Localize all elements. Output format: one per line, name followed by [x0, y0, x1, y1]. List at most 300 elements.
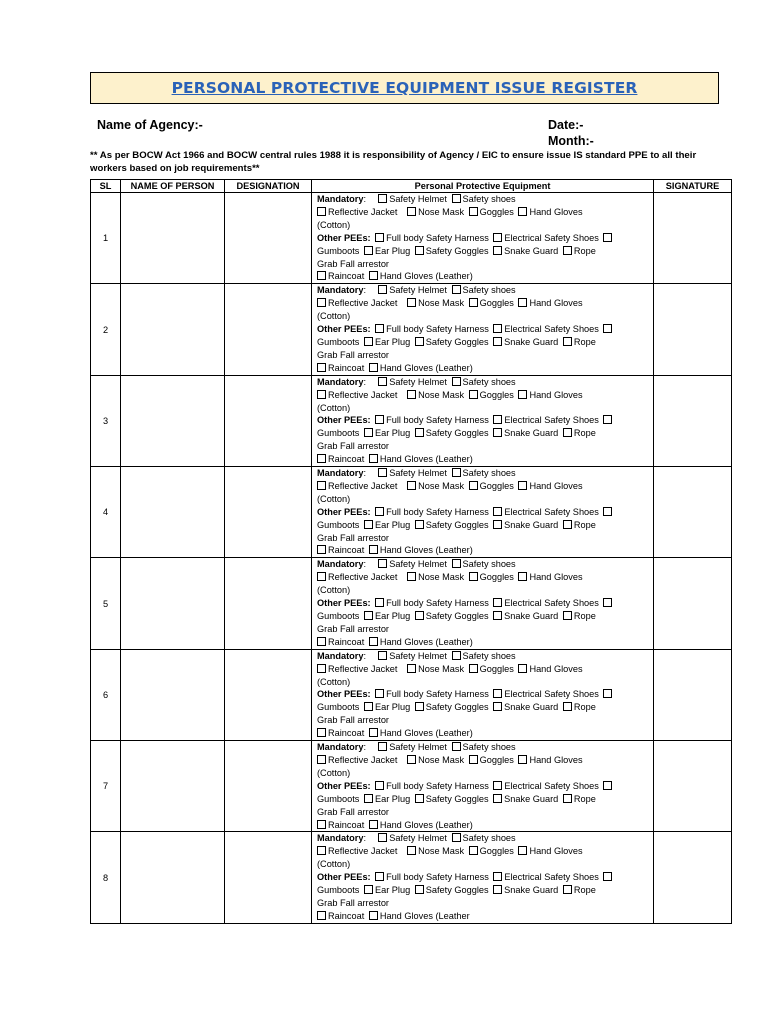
checkbox-safety-goggles[interactable]: [415, 885, 424, 894]
ppe-line-other: [317, 232, 653, 245]
checkbox-nose-mask[interactable]: [407, 298, 416, 307]
colon: :: [363, 468, 367, 479]
designation-cell[interactable]: [225, 649, 312, 740]
label-reflective-jacket: Reflective Jacket: [328, 480, 398, 491]
checkbox-snake-guard[interactable]: [493, 885, 502, 894]
checkbox-electrical-safety-shoes[interactable]: [493, 233, 502, 242]
checkbox-hand-gloves[interactable]: [518, 664, 527, 673]
label-rope: Rope: [573, 885, 596, 896]
colon: :: [363, 650, 367, 661]
label-nose-mask: Nose Mask: [418, 298, 465, 309]
label-hand-gloves: Hand Gloves: [529, 754, 583, 765]
checkbox-safety-helmet[interactable]: [378, 285, 387, 294]
ppe-cell: [312, 375, 654, 466]
label-hand-gloves-leather: Hand Gloves (Leather: [379, 910, 470, 921]
label-safety-goggles: Safety Goggles: [425, 702, 489, 713]
label-full-body-harness: Full body Safety Harness: [386, 324, 489, 335]
label-safety-goggles: Safety Goggles: [425, 245, 489, 256]
serial-number: 2: [91, 284, 121, 375]
checkbox-hand-gloves[interactable]: [518, 755, 527, 764]
header-name-of-person: NAME OF PERSON: [121, 180, 225, 193]
label-rope: Rope: [573, 336, 596, 347]
ppe-line-other: [317, 323, 653, 336]
checkbox-rope[interactable]: [563, 885, 572, 894]
label-cotton: (Cotton): [317, 311, 351, 322]
checkbox-goggles[interactable]: [469, 481, 478, 490]
label-grab-fall-arrestor: Grab Fall arrestor: [317, 715, 389, 726]
checkbox-safety-goggles[interactable]: [415, 794, 424, 803]
checkbox-safety-shoes[interactable]: [452, 651, 461, 660]
checkbox-raincoat[interactable]: [317, 545, 326, 554]
label-gumboots: Gumboots: [317, 336, 360, 347]
name-of-person-cell[interactable]: [121, 558, 225, 649]
page-title: PERSONAL PROTECTIVE EQUIPMENT ISSUE REGISTER: [171, 79, 638, 97]
checkbox-ear-plug[interactable]: [364, 702, 373, 711]
checkbox-ear-plug[interactable]: [364, 428, 373, 437]
label-cotton: (Cotton): [317, 493, 351, 504]
ppe-line-gumboots: [317, 610, 653, 623]
name-of-person-cell[interactable]: [121, 193, 225, 284]
ppe-line-basic: [317, 389, 653, 402]
designation-cell[interactable]: [225, 832, 312, 923]
checkbox-raincoat[interactable]: [317, 363, 326, 372]
label-gumboots: Gumboots: [317, 793, 360, 804]
label-full-body-harness: Full body Safety Harness: [386, 232, 489, 243]
colon: :: [363, 194, 367, 204]
checkbox-safety-shoes[interactable]: [452, 194, 461, 203]
mandatory-label: Mandatory: [317, 194, 364, 204]
checkbox-ear-plug[interactable]: [364, 611, 373, 620]
checkbox-nose-mask[interactable]: [407, 664, 416, 673]
checkbox-goggles[interactable]: [469, 572, 478, 581]
checkbox-hand-gloves[interactable]: [518, 298, 527, 307]
checkbox-nose-mask[interactable]: [407, 755, 416, 764]
checkbox-reflective-jacket[interactable]: [317, 846, 326, 855]
name-of-person-cell[interactable]: [121, 832, 225, 923]
ppe-line-cotton: [317, 493, 653, 506]
checkbox-hand-gloves-leather[interactable]: [369, 271, 378, 280]
label-full-body-harness: Full body Safety Harness: [386, 872, 489, 883]
label-hand-gloves-leather: Hand Gloves (Leather): [379, 271, 473, 282]
ppe-line-basic: [317, 480, 653, 493]
label-safety-goggles: Safety Goggles: [425, 885, 489, 896]
designation-cell[interactable]: [225, 741, 312, 832]
label-safety-helmet: Safety Helmet: [389, 376, 447, 387]
checkbox-rope[interactable]: [563, 794, 572, 803]
serial-number: 7: [91, 741, 121, 832]
checkbox-goggles[interactable]: [469, 664, 478, 673]
table-row: [91, 284, 732, 375]
checkbox-full-body-harness[interactable]: [375, 598, 384, 607]
checkbox-rope[interactable]: [563, 246, 572, 255]
checkbox-gumboots[interactable]: [603, 689, 612, 698]
checkbox-snake-guard[interactable]: [493, 702, 502, 711]
checkbox-goggles[interactable]: [469, 207, 478, 216]
checkbox-full-body-harness[interactable]: [375, 507, 384, 516]
checkbox-gumboots[interactable]: [603, 872, 612, 881]
designation-cell[interactable]: [225, 284, 312, 375]
checkbox-reflective-jacket[interactable]: [317, 572, 326, 581]
name-of-person-cell[interactable]: [121, 284, 225, 375]
ppe-line-grab: [317, 440, 653, 453]
label-snake-guard: Snake Guard: [504, 519, 559, 530]
ppe-register-table: [90, 179, 732, 924]
label-rope: Rope: [573, 519, 596, 530]
label-safety-shoes: Safety shoes: [462, 468, 516, 479]
checkbox-raincoat[interactable]: [317, 454, 326, 463]
header-sl: SL: [91, 180, 121, 193]
agency-label: Name of Agency:-: [97, 118, 203, 132]
checkbox-electrical-safety-shoes[interactable]: [493, 689, 502, 698]
ppe-line-mandatory: [317, 741, 653, 754]
ppe-line-mandatory: [317, 832, 653, 845]
checkbox-safety-shoes[interactable]: [452, 468, 461, 477]
checkbox-gumboots[interactable]: [603, 324, 612, 333]
mandatory-label: Mandatory: [317, 285, 364, 296]
label-grab-fall-arrestor: Grab Fall arrestor: [317, 441, 389, 452]
checkbox-full-body-harness[interactable]: [375, 781, 384, 790]
checkbox-hand-gloves-leather[interactable]: [369, 545, 378, 554]
ppe-line-other: [317, 506, 653, 519]
table-row: [91, 649, 732, 740]
ppe-line-raincoat: [317, 362, 653, 375]
checkbox-safety-goggles[interactable]: [415, 702, 424, 711]
checkbox-full-body-harness[interactable]: [375, 233, 384, 242]
checkbox-rope[interactable]: [563, 428, 572, 437]
ppe-line-other: [317, 780, 653, 793]
checkbox-safety-helmet[interactable]: [378, 377, 387, 386]
checkbox-safety-helmet[interactable]: [378, 742, 387, 751]
label-rope: Rope: [573, 245, 596, 256]
label-goggles: Goggles: [479, 663, 514, 674]
checkbox-electrical-safety-shoes[interactable]: [493, 324, 502, 333]
checkbox-reflective-jacket[interactable]: [317, 755, 326, 764]
label-goggles: Goggles: [479, 298, 514, 309]
checkbox-safety-helmet[interactable]: [378, 559, 387, 568]
checkbox-nose-mask[interactable]: [407, 207, 416, 216]
name-of-person-cell[interactable]: [121, 467, 225, 558]
checkbox-nose-mask[interactable]: [407, 846, 416, 855]
label-rope: Rope: [573, 702, 596, 713]
checkbox-goggles[interactable]: [469, 755, 478, 764]
checkbox-raincoat[interactable]: [317, 728, 326, 737]
ppe-line-other: [317, 871, 653, 884]
ppe-line-mandatory: [317, 558, 653, 571]
label-safety-helmet: Safety Helmet: [389, 285, 447, 296]
ppe-line-cotton: [317, 219, 653, 232]
signature-cell[interactable]: [654, 558, 732, 649]
label-hand-gloves-leather: Hand Gloves (Leather): [379, 362, 473, 373]
ppe-line-grab: [317, 623, 653, 636]
label-full-body-harness: Full body Safety Harness: [386, 689, 489, 700]
checkbox-gumboots[interactable]: [603, 415, 612, 424]
label-raincoat: Raincoat: [328, 545, 365, 556]
ppe-line-grab: [317, 349, 653, 362]
label-goggles: Goggles: [479, 480, 514, 491]
checkbox-electrical-safety-shoes[interactable]: [493, 415, 502, 424]
checkbox-electrical-safety-shoes[interactable]: [493, 598, 502, 607]
label-safety-goggles: Safety Goggles: [425, 519, 489, 530]
signature-cell[interactable]: [654, 467, 732, 558]
checkbox-safety-helmet[interactable]: [378, 194, 387, 203]
designation-cell[interactable]: [225, 467, 312, 558]
signature-cell[interactable]: [654, 741, 732, 832]
colon: :: [363, 742, 367, 753]
ppe-line-gumboots: [317, 519, 653, 532]
label-goggles: Goggles: [479, 846, 514, 857]
label-safety-goggles: Safety Goggles: [425, 611, 489, 621]
label-ear-plug: Ear Plug: [374, 336, 411, 347]
checkbox-snake-guard[interactable]: [493, 337, 502, 346]
label-hand-gloves-leather: Hand Gloves (Leather): [379, 636, 473, 647]
colon: :: [363, 285, 367, 296]
checkbox-electrical-safety-shoes[interactable]: [493, 872, 502, 881]
label-goggles: Goggles: [479, 206, 514, 217]
label-electrical-safety-shoes: Electrical Safety Shoes: [504, 872, 599, 883]
label-goggles: Goggles: [479, 389, 514, 400]
ppe-line-other: [317, 597, 653, 610]
designation-cell[interactable]: [225, 558, 312, 649]
label-ear-plug: Ear Plug: [374, 702, 411, 713]
checkbox-safety-helmet[interactable]: [378, 468, 387, 477]
checkbox-safety-helmet[interactable]: [378, 651, 387, 660]
mandatory-label: Mandatory: [317, 468, 364, 479]
label-cotton: (Cotton): [317, 767, 351, 778]
label-hand-gloves-leather: Hand Gloves (Leather): [379, 728, 473, 739]
checkbox-ear-plug[interactable]: [364, 885, 373, 894]
checkbox-safety-goggles[interactable]: [415, 246, 424, 255]
month-label: Month:-: [548, 134, 594, 148]
compliance-note: ** As per BOCW Act 1966 and BOCW central rules 1988 it is responsibility of Agency / EIC to ensure issue IS standard PPE to all their workers based on job requirements**: [90, 150, 697, 174]
checkbox-safety-goggles[interactable]: [415, 337, 424, 346]
signature-cell[interactable]: [654, 375, 732, 466]
label-nose-mask: Nose Mask: [418, 389, 465, 400]
checkbox-hand-gloves-leather[interactable]: [369, 728, 378, 737]
checkbox-snake-guard[interactable]: [493, 428, 502, 437]
label-grab-fall-arrestor: Grab Fall arrestor: [317, 349, 389, 360]
ppe-line-cotton: [317, 402, 653, 415]
checkbox-snake-guard[interactable]: [493, 794, 502, 803]
checkbox-snake-guard[interactable]: [493, 611, 502, 620]
label-electrical-safety-shoes: Electrical Safety Shoes: [504, 324, 599, 335]
ppe-line-grab: [317, 714, 653, 727]
label-safety-helmet: Safety Helmet: [389, 650, 447, 661]
colon: :: [363, 833, 367, 844]
mandatory-label: Mandatory: [317, 833, 364, 844]
checkbox-hand-gloves-leather[interactable]: [369, 911, 378, 920]
label-safety-shoes: Safety shoes: [462, 742, 516, 753]
label-rope: Rope: [573, 428, 596, 439]
ppe-line-cotton: [317, 310, 653, 323]
label-safety-helmet: Safety Helmet: [389, 468, 447, 479]
ppe-line-raincoat: [317, 453, 653, 466]
checkbox-safety-goggles[interactable]: [415, 520, 424, 529]
ppe-cell: [312, 649, 654, 740]
checkbox-rope[interactable]: [563, 337, 572, 346]
checkbox-electrical-safety-shoes[interactable]: [493, 781, 502, 790]
ppe-line-gumboots: [317, 336, 653, 349]
checkbox-nose-mask[interactable]: [407, 572, 416, 581]
checkbox-safety-shoes[interactable]: [452, 559, 461, 568]
checkbox-reflective-jacket[interactable]: [317, 298, 326, 307]
signature-cell[interactable]: [654, 832, 732, 923]
checkbox-safety-shoes[interactable]: [452, 377, 461, 386]
register-body: [91, 193, 732, 924]
label-cotton: (Cotton): [317, 219, 351, 230]
title-box: [90, 72, 719, 104]
label-hand-gloves: Hand Gloves: [529, 206, 583, 217]
checkbox-goggles[interactable]: [469, 298, 478, 307]
ppe-line-mandatory: [317, 376, 653, 389]
label-grab-fall-arrestor: Grab Fall arrestor: [317, 897, 389, 908]
table-row: [91, 375, 732, 466]
checkbox-reflective-jacket[interactable]: [317, 664, 326, 673]
checkbox-nose-mask[interactable]: [407, 390, 416, 399]
checkbox-full-body-harness[interactable]: [375, 415, 384, 424]
label-electrical-safety-shoes: Electrical Safety Shoes: [504, 689, 599, 700]
signature-cell[interactable]: [654, 193, 732, 284]
label-rope: Rope: [573, 611, 596, 621]
checkbox-safety-shoes[interactable]: [452, 833, 461, 842]
checkbox-safety-goggles[interactable]: [415, 611, 424, 620]
label-nose-mask: Nose Mask: [418, 754, 465, 765]
checkbox-hand-gloves-leather[interactable]: [369, 637, 378, 646]
checkbox-electrical-safety-shoes[interactable]: [493, 507, 502, 516]
checkbox-gumboots[interactable]: [603, 781, 612, 790]
checkbox-reflective-jacket[interactable]: [317, 481, 326, 490]
checkbox-raincoat[interactable]: [317, 271, 326, 280]
checkbox-full-body-harness[interactable]: [375, 324, 384, 333]
checkbox-hand-gloves[interactable]: [518, 390, 527, 399]
label-grab-fall-arrestor: Grab Fall arrestor: [317, 258, 389, 269]
header-ppe: Personal Protective Equipment: [312, 180, 654, 193]
checkbox-safety-shoes[interactable]: [452, 285, 461, 294]
label-cotton: (Cotton): [317, 402, 351, 413]
signature-cell[interactable]: [654, 284, 732, 375]
checkbox-hand-gloves-leather[interactable]: [369, 454, 378, 463]
checkbox-ear-plug[interactable]: [364, 520, 373, 529]
table-row: [91, 193, 732, 284]
checkbox-raincoat[interactable]: [317, 637, 326, 646]
mandatory-label: Mandatory: [317, 559, 364, 570]
label-hand-gloves: Hand Gloves: [529, 389, 583, 400]
label-safety-shoes: Safety shoes: [462, 285, 516, 296]
mandatory-label: Mandatory: [317, 650, 364, 661]
ppe-cell: [312, 832, 654, 923]
checkbox-hand-gloves[interactable]: [518, 481, 527, 490]
label-full-body-harness: Full body Safety Harness: [386, 780, 489, 791]
checkbox-safety-goggles[interactable]: [415, 428, 424, 437]
serial-number: 6: [91, 649, 121, 740]
checkbox-hand-gloves-leather[interactable]: [369, 820, 378, 829]
label-snake-guard: Snake Guard: [504, 428, 559, 439]
ppe-line-mandatory: [317, 650, 653, 663]
label-safety-shoes: Safety shoes: [462, 833, 516, 844]
label-snake-guard: Snake Guard: [504, 793, 559, 804]
designation-cell[interactable]: [225, 375, 312, 466]
ppe-line-gumboots: [317, 701, 653, 714]
table-row: [91, 832, 732, 923]
checkbox-full-body-harness[interactable]: [375, 689, 384, 698]
checkbox-hand-gloves[interactable]: [518, 572, 527, 581]
checkbox-reflective-jacket[interactable]: [317, 207, 326, 216]
designation-cell[interactable]: [225, 193, 312, 284]
name-of-person-cell[interactable]: [121, 741, 225, 832]
label-reflective-jacket: Reflective Jacket: [328, 206, 398, 217]
checkbox-snake-guard[interactable]: [493, 520, 502, 529]
checkbox-hand-gloves-leather[interactable]: [369, 363, 378, 372]
name-of-person-cell[interactable]: [121, 649, 225, 740]
checkbox-goggles[interactable]: [469, 390, 478, 399]
checkbox-gumboots[interactable]: [603, 233, 612, 242]
checkbox-safety-shoes[interactable]: [452, 742, 461, 751]
label-goggles: Goggles: [479, 754, 514, 765]
checkbox-reflective-jacket[interactable]: [317, 390, 326, 399]
checkbox-full-body-harness[interactable]: [375, 872, 384, 881]
checkbox-goggles[interactable]: [469, 846, 478, 855]
ppe-line-basic: [317, 754, 653, 767]
checkbox-gumboots[interactable]: [603, 507, 612, 516]
label-ear-plug: Ear Plug: [374, 611, 411, 621]
checkbox-gumboots[interactable]: [603, 598, 612, 607]
label-ear-plug: Ear Plug: [374, 885, 411, 896]
header-signature: SIGNATURE: [654, 180, 732, 193]
other-pees-label: Other PEEs:: [317, 324, 371, 335]
ppe-line-raincoat: [317, 910, 653, 923]
signature-cell[interactable]: [654, 649, 732, 740]
ppe-line-grab: [317, 806, 653, 819]
other-pees-label: Other PEEs:: [317, 232, 371, 243]
label-raincoat: Raincoat: [328, 636, 365, 647]
checkbox-snake-guard[interactable]: [493, 246, 502, 255]
ppe-line-gumboots: [317, 884, 653, 897]
checkbox-rope[interactable]: [563, 702, 572, 711]
checkbox-safety-helmet[interactable]: [378, 833, 387, 842]
ppe-line-grab: [317, 532, 653, 545]
mandatory-label: Mandatory: [317, 742, 364, 753]
label-reflective-jacket: Reflective Jacket: [328, 663, 398, 674]
label-nose-mask: Nose Mask: [418, 663, 465, 674]
label-snake-guard: Snake Guard: [504, 885, 559, 896]
label-safety-helmet: Safety Helmet: [389, 559, 447, 570]
checkbox-ear-plug[interactable]: [364, 337, 373, 346]
label-electrical-safety-shoes: Electrical Safety Shoes: [504, 598, 599, 609]
label-nose-mask: Nose Mask: [418, 480, 465, 491]
label-gumboots: Gumboots: [317, 245, 360, 256]
serial-number: 1: [91, 193, 121, 284]
checkbox-hand-gloves[interactable]: [518, 207, 527, 216]
checkbox-ear-plug[interactable]: [364, 794, 373, 803]
checkbox-ear-plug[interactable]: [364, 246, 373, 255]
other-pees-label: Other PEEs:: [317, 598, 371, 609]
checkbox-raincoat[interactable]: [317, 911, 326, 920]
checkbox-rope[interactable]: [563, 520, 572, 529]
ppe-line-gumboots: [317, 793, 653, 806]
label-gumboots: Gumboots: [317, 702, 360, 713]
ppe-line-cotton: [317, 858, 653, 871]
label-full-body-harness: Full body Safety Harness: [386, 415, 489, 426]
name-of-person-cell[interactable]: [121, 375, 225, 466]
checkbox-nose-mask[interactable]: [407, 481, 416, 490]
label-safety-goggles: Safety Goggles: [425, 793, 489, 804]
ppe-cell: [312, 467, 654, 558]
checkbox-hand-gloves[interactable]: [518, 846, 527, 855]
checkbox-raincoat[interactable]: [317, 820, 326, 829]
label-reflective-jacket: Reflective Jacket: [328, 754, 398, 765]
label-hand-gloves-leather: Hand Gloves (Leather): [379, 545, 473, 556]
checkbox-rope[interactable]: [563, 611, 572, 620]
colon: :: [363, 376, 367, 387]
